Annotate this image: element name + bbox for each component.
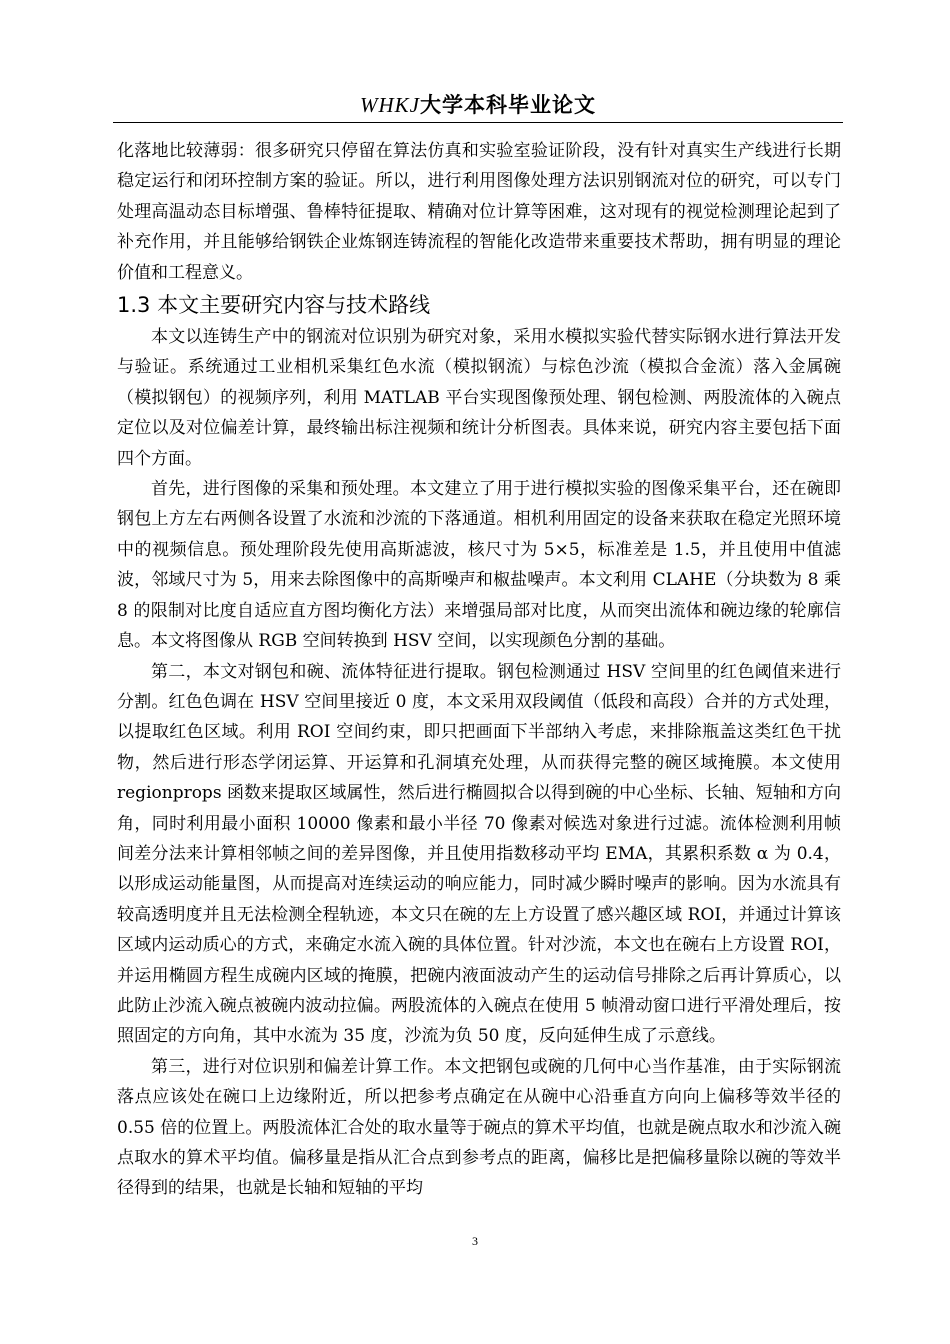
- header-cjk-title: 大学本科毕业论文: [420, 93, 596, 117]
- section-paragraph-second: 第二，本文对钢包和碗、流体特征进行提取。钢包检测通过 HSV 空间里的红色阈值来进行分割。红色色调在 HSV 空间里接近 0 度，本文采用双段阈值（低段和高段）合并的方式处理，以提取红色区域。利用 ROI 空间约束，即只把画面下半部纳入考虑，来排除瓶盖这类红色干扰物，然后进行形态学闭运算、开运算和孔洞填充处理，从而获得完整的碗区域掩膜。本文使用 regionprops 函数来提取区域属性，然后进行椭圆拟合以得到碗的中心坐标、长轴、短轴和方向角，同时利用最小面积 10000 像素和最小半径 70 像素对候选对象进行过滤。流体检测利用帧间差分法来计算相邻帧之间的差异图像，并且使用指数移动平均 EMA，其累积系数 α 为 0.4，以形成运动能量图，从而提高对连续运动的响应能力，同时减少瞬时噪声的影响。因为水流具有较高透明度并且无法检测全程轨迹，本文只在碗的左上方设置了感兴趣区域 ROI，并通过计算该区域内运动质心的方式，来确定水流入碗的具体位置。针对沙流，本文也在碗右上方设置 ROI，并运用椭圆方程生成碗内区域的掩膜，把碗内液面波动产生的运动信号排除之后再计算质心，以此防止沙流入碗点被碗内波动拉偏。两股流体的入碗点在使用 5 帧滑动窗口进行平滑处理后，按照固定的方向角，其中水流为 35 度，沙流为负 50 度，反向延伸生成了示意线。: [117, 661, 841, 1047]
- paragraph-continued: 化落地比较薄弱：很多研究只停留在算法仿真和实验室验证阶段，没有针对真实生产线进行长期稳定运行和闭环控制方案的验证。所以，进行利用图像处理方法识别钢流对位的研究，可以专门处理高温动态目标增强、鲁棒特征提取、精确对位计算等困难，这对现有的视觉检测理论起到了补充作用，并且能够给钢铁企业炼钢连铸流程的智能化改造带来重要技术帮助，拥有明显的理论价值和工程意义。: [117, 141, 841, 283]
- section-paragraph-first: 首先，进行图像的采集和预处理。本文建立了用于进行模拟实验的图像采集平台，还在碗即钢包上方左右两侧各设置了水流和沙流的下落通道。相机利用固定的设备来获取在稳定光照环境中的视频信息。预处理阶段先使用高斯滤波，核尺寸为 5×5，标准差是 1.5，并且使用中值滤波，邻域尺寸为 5，用来去除图像中的高斯噪声和椒盐噪声。本文利用 CLAHE（分块数为 8 乘 8 的限制对比度自适应直方图均衡化方法）来增强局部对比度，从而突出流体和碗边缘的轮廓信息。本文将图像从 RGB 空间转换到 HSV 空间，以实现颜色分割的基础。: [117, 479, 841, 652]
- running-header: [113, 92, 843, 118]
- section-heading: 1.3 本文主要研究内容与技术路线: [117, 293, 431, 318]
- section-paragraph-intro: 本文以连铸生产中的钢流对位识别为研究对象，采用水模拟实验代替实际钢水进行算法开发与验证。系统通过工业相机采集红色水流（模拟钢流）与棕色沙流（模拟合金流）落入金属碗（模拟钢包）的视频序列，利用 MATLAB 平台实现图像预处理、钢包检测、两股流体的入碗点定位以及对位偏差计算，最终输出标注视频和统计分析图表。具体来说，研究内容主要包括下面四个方面。: [117, 327, 841, 469]
- header-rule: [113, 122, 843, 123]
- header-latin-title: WHKJ: [360, 93, 420, 117]
- body-text: [117, 136, 841, 1204]
- page-number: 3: [472, 1234, 478, 1248]
- section-paragraph-third: 第三，进行对位识别和偏差计算工作。本文把钢包或碗的几何中心当作基准，由于实际钢流落点应该处在碗口上边缘附近，所以把参考点确定在从碗中心沿垂直方向向上偏移等效半径的 0.55 倍的位置上。两股流体汇合处的取水量等于碗点的算术平均值，也就是碗点取水和沙流入碗点取水的算术平均值。偏移量是指从汇合点到参考点的距离，偏移比是把偏移量除以碗的等效半径得到的结果，也就是长轴和短轴的平均: [117, 1056, 841, 1199]
